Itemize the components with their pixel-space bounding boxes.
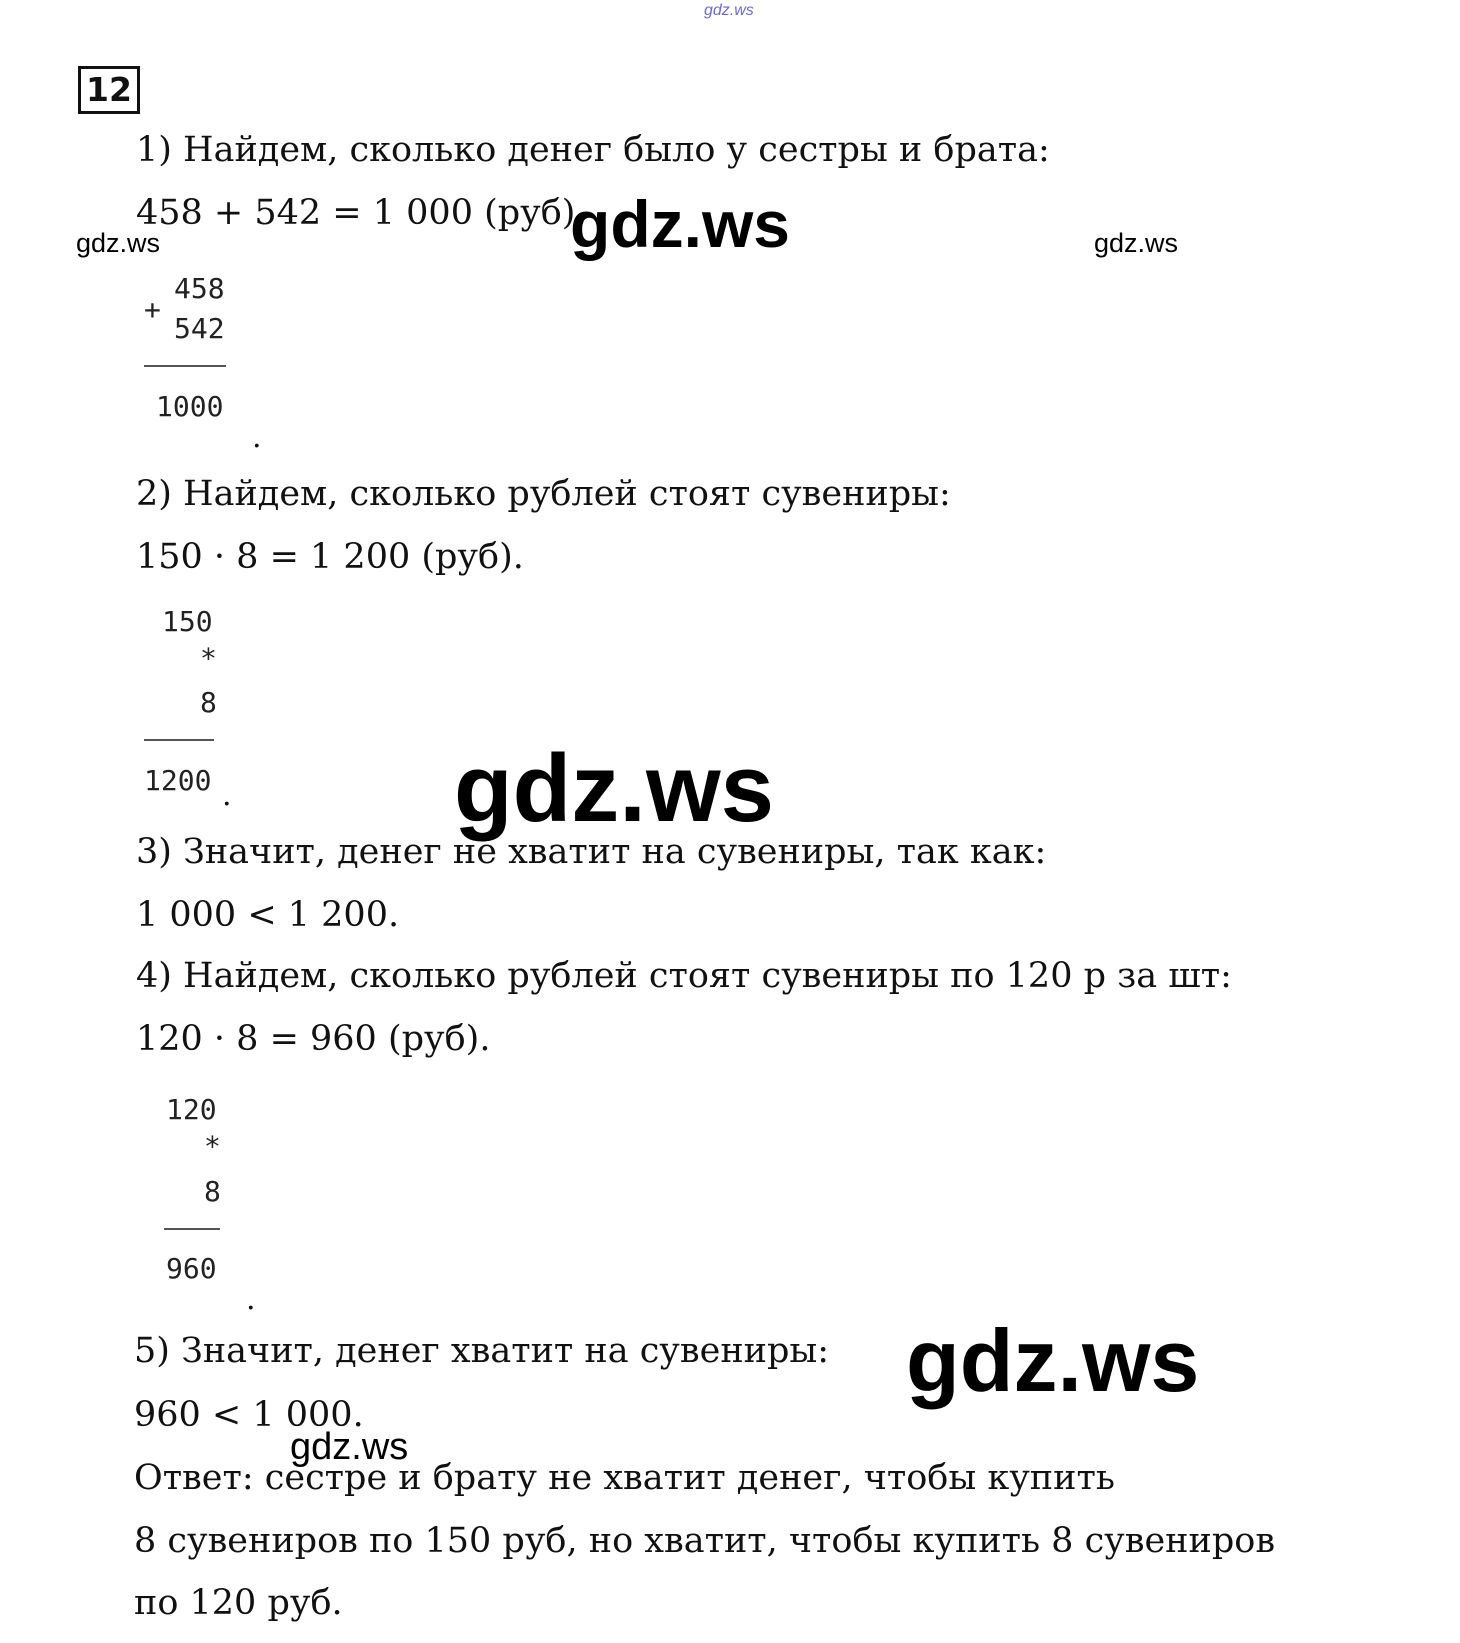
mult1-operand-b: 8 — [200, 686, 217, 719]
answer-line-1: Ответ: сестре и брату не хватит денег, чтобы купить — [134, 1458, 1115, 1498]
mult2-result: 960 — [166, 1252, 217, 1285]
watermark-top-large: gdz.ws — [570, 187, 791, 261]
addition-operand-a: 458 — [174, 272, 225, 305]
step-1-text: 1) Найдем, сколько денег было у сестры и брата: — [136, 130, 1050, 170]
watermark-bottom-large: gdz.ws — [906, 1311, 1200, 1410]
mult2-end-dot: . — [246, 1282, 256, 1317]
step-3-equation: 1 000 < 1 200. — [136, 895, 400, 935]
step-5-equation: 960 < 1 000. — [134, 1395, 364, 1435]
addition-sign: + — [144, 293, 161, 326]
mult2-operand-a: 120 — [166, 1093, 217, 1126]
step-5-text: 5) Значит, денег хватит на сувениры: — [134, 1331, 830, 1371]
watermark-top-left: gdz.ws — [76, 228, 161, 258]
step-4-equation: 120 · 8 = 960 (руб). — [136, 1019, 491, 1059]
mult1-result: 1200 — [144, 764, 212, 797]
task-number: 12 — [78, 66, 140, 114]
step-4-text: 4) Найдем, сколько рублей стоят сувениры по 120 р за шт: — [136, 956, 1232, 996]
mult1-operand-a: 150 — [162, 605, 213, 638]
answer-line-3: по 120 руб. — [134, 1583, 343, 1623]
addition-end-dot: . — [252, 420, 262, 455]
mult1-sign: * — [200, 642, 217, 675]
watermark-bottom-small: gdz.ws — [290, 1426, 409, 1468]
mult2-sign: * — [204, 1130, 221, 1163]
mult2-rule — [164, 1228, 220, 1230]
mult1-rule — [144, 739, 214, 741]
watermark-middle-large: gdz.ws — [454, 735, 775, 842]
addition-rule — [144, 365, 226, 367]
header-watermark: gdz.ws — [704, 2, 754, 19]
addition-result: 1000 — [156, 390, 224, 423]
step-2-equation: 150 · 8 = 1 200 (руб). — [136, 537, 524, 577]
addition-operand-b: 542 — [174, 312, 225, 345]
step-1-equation: 458 + 542 = 1 000 (руб). — [136, 193, 587, 233]
answer-line-2: 8 сувениров по 150 руб, но хватит, чтобы купить 8 сувениров — [134, 1521, 1276, 1561]
mult1-end-dot: . — [222, 778, 232, 813]
step-2-text: 2) Найдем, сколько рублей стоят сувениры: — [136, 474, 951, 514]
step-3-text: 3) Значит, денег не хватит на сувениры, так как: — [136, 832, 1047, 872]
watermark-top-right: gdz.ws — [1094, 228, 1179, 258]
mult2-operand-b: 8 — [204, 1175, 221, 1208]
